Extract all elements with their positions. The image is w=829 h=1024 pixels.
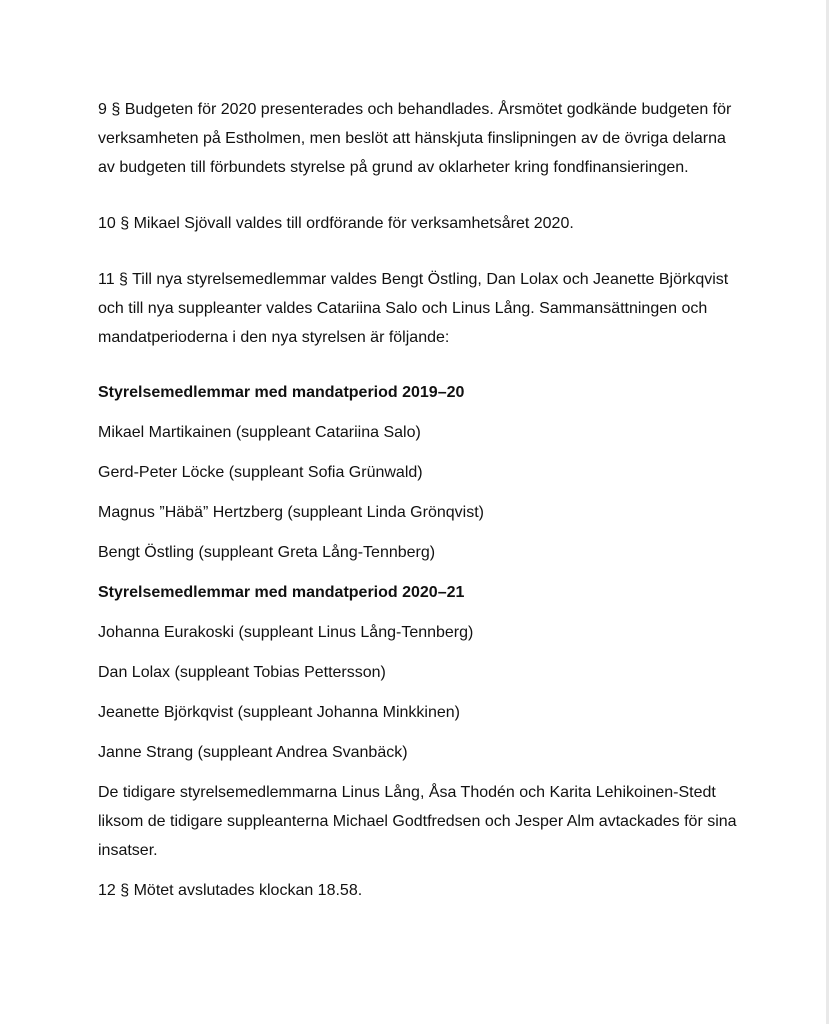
board-member-2019-20: Magnus ”Häbä” Hertzberg (suppleant Linda Grönqvist) — [98, 504, 484, 521]
document-body — [98, 95, 738, 905]
heading-board-2019-20: Styrelsemedlemmar med mandatperiod 2019–20 — [98, 384, 465, 401]
paragraph-11-board: 11 § Till nya styrelsemedlemmar valdes Bengt Östling, Dan Lolax och Jeanette Björkqvist och till nya suppleanter valdes Catariina Salo och Linus Lång. Sammansättningen och mandatperioderna i den nya styrelsen är följande: — [98, 271, 729, 346]
paragraph-10-chair: 10 § Mikael Sjövall valdes till ordförande för verksamhetsåret 2020. — [98, 215, 574, 232]
heading-board-2020-21: Styrelsemedlemmar med mandatperiod 2020–21 — [98, 584, 465, 601]
paragraph-12-closing: 12 § Mötet avslutades klockan 18.58. — [98, 882, 363, 899]
board-member-2020-21: Johanna Eurakoski (suppleant Linus Lång-Tennberg) — [98, 624, 474, 641]
board-member-2019-20: Mikael Martikainen (suppleant Catariina Salo) — [98, 424, 421, 441]
board-member-2020-21: Dan Lolax (suppleant Tobias Pettersson) — [98, 664, 386, 681]
paragraph-9-budget: 9 § Budgeten för 2020 presenterades och behandlades. Årsmötet godkände budgeten för verksamheten på Estholmen, men beslöt att hänskjuta finslipningen av de övriga delarna av budgeten till förbundets styrelse på grund av oklarheter kring fondfinansieringen. — [98, 101, 732, 176]
board-member-2019-20: Gerd-Peter Löcke (suppleant Sofia Grünwald) — [98, 464, 423, 481]
paragraph-thanks: De tidigare styrelsemedlemmarna Linus Lång, Åsa Thodén och Karita Lehikoinen-Stedt liksom de tidigare suppleanterna Michael Godtfredsen och Jesper Alm avtackades för sina insatser. — [98, 784, 737, 859]
board-member-2020-21: Janne Strang (suppleant Andrea Svanbäck) — [98, 744, 408, 761]
board-member-2020-21: Jeanette Björkqvist (suppleant Johanna Minkkinen) — [98, 704, 460, 721]
board-member-2019-20: Bengt Östling (suppleant Greta Lång-Tennberg) — [98, 544, 436, 561]
